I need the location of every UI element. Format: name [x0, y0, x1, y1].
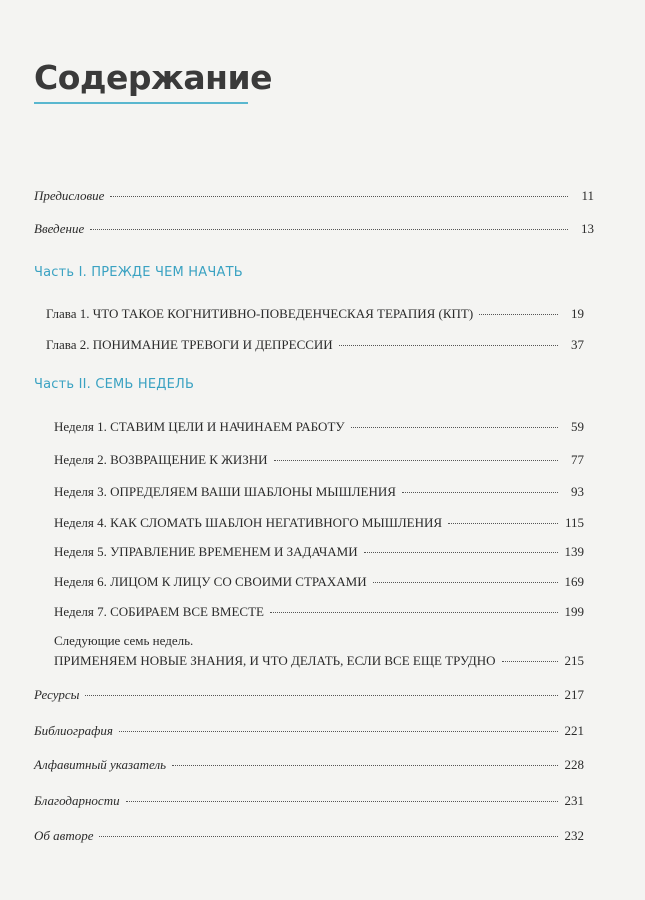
next-weeks-title: Следующие семь недель. — [54, 633, 194, 648]
page-title: Содержание — [34, 58, 272, 97]
toc-entry-label: Неделя 7. СОБИРАЕМ ВСЕ ВМЕСТЕ — [54, 604, 264, 619]
toc-entry-page: 231 — [564, 793, 584, 808]
toc-entry-label: Предисловие — [34, 188, 105, 203]
toc-entry-page: 228 — [564, 757, 584, 772]
toc-entry-label: Библиография — [34, 723, 113, 738]
toc-entry-page: 77 — [571, 452, 584, 467]
toc-entry-page: 59 — [571, 419, 584, 434]
part-heading-1: Часть I. ПРЕЖДЕ ЧЕМ НАЧАТЬ — [34, 265, 243, 280]
toc-entry-page: 13 — [581, 221, 594, 236]
toc-entry-page: 139 — [564, 544, 584, 559]
toc-entry-chapter-1[interactable] — [46, 305, 584, 323]
dot-leader — [448, 523, 558, 524]
toc-entry-label: Неделя 6. ЛИЦОМ К ЛИЦУ СО СВОИМИ СТРАХАМИ — [54, 574, 367, 589]
toc-entry-label: Неделя 5. УПРАВЛЕНИЕ ВРЕМЕНЕМ И ЗАДАЧАМИ — [54, 544, 358, 559]
toc-entry-resources[interactable] — [34, 686, 584, 704]
dot-leader — [339, 345, 558, 346]
dot-leader — [90, 229, 568, 230]
toc-entry-label: Неделя 2. ВОЗВРАЩЕНИЕ К ЖИЗНИ — [54, 452, 268, 467]
toc-entry-chapter-2[interactable] — [46, 336, 584, 354]
title-block — [34, 58, 272, 98]
toc-entry-page: 93 — [571, 484, 584, 499]
toc-entry-page: 217 — [564, 687, 584, 702]
toc-entry-week-6[interactable] — [54, 573, 584, 591]
toc-entry-label: Благодарности — [34, 793, 120, 808]
dot-leader — [99, 836, 558, 837]
dot-leader — [351, 427, 558, 428]
dot-leader — [479, 314, 558, 315]
toc-entry-page: 215 — [564, 653, 584, 668]
dot-leader — [110, 196, 568, 197]
toc-entry-label: Об авторе — [34, 828, 94, 843]
toc-entry-label: Неделя 3. ОПРЕДЕЛЯЕМ ВАШИ ШАБЛОНЫ МЫШЛЕНИЯ — [54, 484, 396, 499]
toc-entry-week-1[interactable] — [54, 418, 584, 436]
toc-entry-label: Неделя 1. СТАВИМ ЦЕЛИ И НАЧИНАЕМ РАБОТУ — [54, 419, 345, 434]
dot-leader — [373, 582, 558, 583]
toc-entry-label: ПРИМЕНЯЕМ НОВЫЕ ЗНАНИЯ, И ЧТО ДЕЛАТЬ, ЕСЛИ ВСЕ ЕЩЕ ТРУДНО — [54, 653, 496, 668]
toc-entry-label: Глава 2. ПОНИМАНИЕ ТРЕВОГИ И ДЕПРЕССИИ — [46, 337, 333, 352]
dot-leader — [126, 801, 558, 802]
toc-entry-week-3[interactable] — [54, 483, 584, 501]
toc-entry-page: 169 — [564, 574, 584, 589]
toc-entry-week-2[interactable] — [54, 451, 584, 469]
toc-entry-bibliography[interactable] — [34, 722, 584, 740]
toc-entry-label: Алфавитный указатель — [34, 757, 167, 772]
toc-entry-page: 221 — [564, 723, 584, 738]
toc-entry-label: Ресурсы — [34, 687, 80, 702]
toc-entry-week-7[interactable] — [54, 603, 584, 621]
toc-entry-page: 115 — [564, 515, 584, 530]
toc-entry-label: Введение — [34, 221, 85, 236]
toc-entry-label: Глава 1. ЧТО ТАКОЕ КОГНИТИВНО-ПОВЕДЕНЧЕСКАЯ ТЕРАПИЯ (КПТ) — [46, 306, 474, 321]
dot-leader — [85, 695, 558, 696]
toc-entry-index[interactable] — [34, 756, 584, 774]
dot-leader — [119, 731, 558, 732]
toc-entry-week-5[interactable] — [54, 543, 584, 561]
toc-entry-page: 199 — [564, 604, 584, 619]
dot-leader — [274, 460, 558, 461]
toc-entry-label: Неделя 4. КАК СЛОМАТЬ ШАБЛОН НЕГАТИВНОГО МЫШЛЕНИЯ — [54, 515, 443, 530]
dot-leader — [502, 661, 558, 662]
dot-leader — [364, 552, 558, 553]
toc-entry-next-weeks[interactable] — [54, 652, 584, 670]
part-heading-2: Часть II. СЕМЬ НЕДЕЛЬ — [34, 377, 195, 392]
toc-entry-acknowledgments[interactable] — [34, 792, 584, 810]
toc-entry-page: 232 — [564, 828, 584, 843]
toc-entry-page: 19 — [571, 306, 584, 321]
toc-entry-page: 11 — [581, 188, 594, 203]
dot-leader — [402, 492, 558, 493]
toc-entry-preface[interactable] — [34, 187, 594, 205]
toc-entry-week-4[interactable] — [54, 514, 584, 532]
toc-entry-page: 37 — [571, 337, 584, 352]
dot-leader — [270, 612, 558, 613]
dot-leader — [172, 765, 558, 766]
toc-entry-introduction[interactable] — [34, 220, 594, 238]
toc-entry-about-author[interactable] — [34, 827, 584, 845]
title-underline — [34, 102, 248, 104]
